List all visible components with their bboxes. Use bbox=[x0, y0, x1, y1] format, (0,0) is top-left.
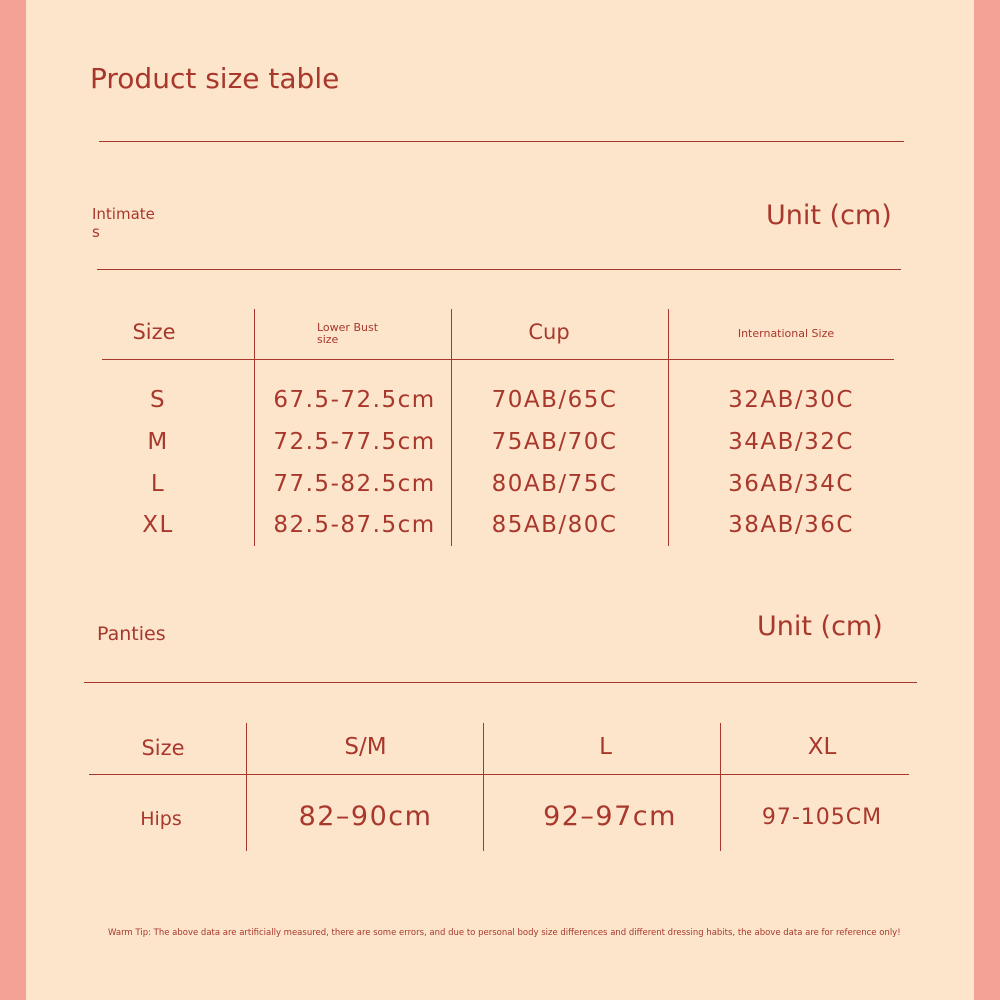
panties-divider bbox=[84, 682, 917, 683]
header-l: L bbox=[599, 734, 612, 760]
table-row-cup: 70AB/65C bbox=[491, 387, 618, 413]
table-row-cup: 85AB/80C bbox=[491, 512, 618, 538]
column-divider bbox=[451, 309, 452, 546]
panties-label: Panties bbox=[97, 623, 166, 645]
table-row-size: S bbox=[149, 387, 167, 413]
intimates-label-line2: s bbox=[92, 223, 100, 241]
column-divider bbox=[668, 309, 669, 546]
table-row-international: 38AB/36C bbox=[728, 512, 854, 538]
header-size: Size bbox=[141, 736, 185, 760]
column-divider bbox=[246, 723, 247, 851]
table-row-international: 32AB/30C bbox=[728, 387, 854, 413]
warm-tip-note: Warm Tip: The above data are artificially measured, there are some errors, and due to personal body size differences and different dressing habits, the above data are for reference only! bbox=[108, 928, 901, 938]
hips-s-m-value: 82–90cm bbox=[298, 801, 433, 832]
intimates-divider bbox=[97, 269, 901, 270]
hips-xl-value: 97-105CM bbox=[761, 805, 883, 830]
table-row-size: M bbox=[147, 429, 169, 455]
size-chart-panel bbox=[26, 0, 974, 1000]
page-title: Product size table bbox=[90, 62, 340, 95]
header-lower-bust bbox=[317, 322, 378, 346]
header-international-size: International Size bbox=[737, 327, 835, 340]
table-row-international: 36AB/34C bbox=[728, 471, 854, 497]
header-size: Size bbox=[132, 320, 176, 344]
column-divider bbox=[483, 723, 484, 851]
table-row-lower-bust: 67.5-72.5cm bbox=[273, 387, 436, 413]
panties-unit: Unit (cm) bbox=[757, 611, 883, 642]
hips-l-value: 92–97cm bbox=[543, 801, 677, 832]
row-label-hips: Hips bbox=[140, 808, 182, 830]
table-row-size: L bbox=[150, 471, 166, 497]
intimates-unit: Unit (cm) bbox=[766, 200, 892, 231]
table-row-cup: 75AB/70C bbox=[491, 429, 618, 455]
intimates-label-line1: Intimate bbox=[92, 205, 155, 223]
table-row-cup: 80AB/75C bbox=[491, 471, 618, 497]
table-row-lower-bust: 82.5-87.5cm bbox=[273, 512, 436, 538]
title-divider bbox=[99, 141, 904, 142]
intimates-label bbox=[92, 205, 155, 241]
header-lower-bust-line2: size bbox=[317, 333, 339, 346]
table-row-international: 34AB/32C bbox=[728, 429, 854, 455]
table-row-lower-bust: 72.5-77.5cm bbox=[273, 429, 436, 455]
header-lower-bust-line1: Lower Bust bbox=[317, 321, 379, 334]
header-cup: Cup bbox=[528, 320, 570, 344]
header-xl: XL bbox=[807, 734, 837, 760]
header-s-m: S/M bbox=[344, 734, 387, 760]
header-underline bbox=[89, 774, 909, 775]
table-row-size: XL bbox=[142, 512, 174, 538]
table-row-lower-bust: 77.5-82.5cm bbox=[273, 471, 436, 497]
column-divider bbox=[254, 309, 255, 546]
header-underline bbox=[102, 359, 894, 360]
